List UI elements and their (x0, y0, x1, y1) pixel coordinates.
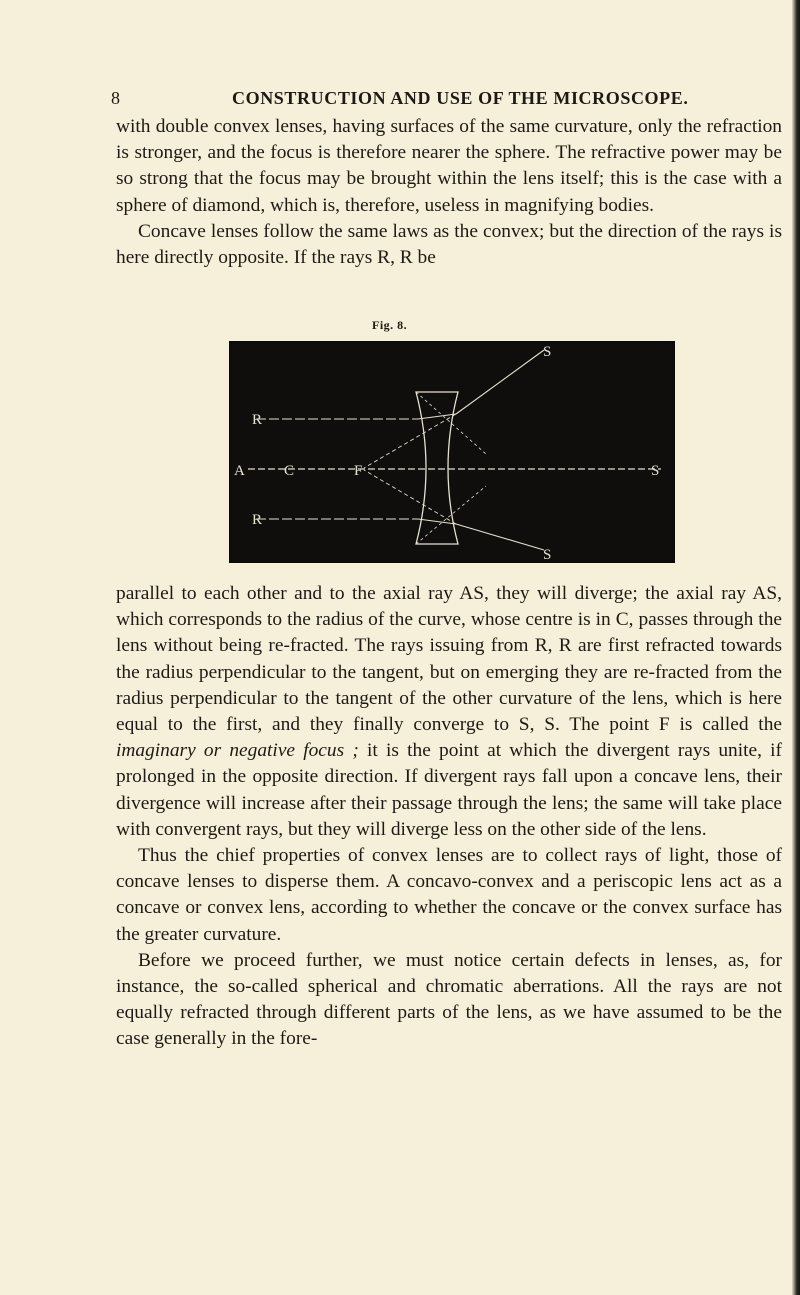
running-head: CONSTRUCTION AND USE OF THE MICROSCOPE. (232, 88, 689, 108)
paragraph: Thus the chief properties of convex lenses are to collect rays of light, those of concave lenses to disperse them. A concavo-convex and a periscopic lens act as a concave or convex lens, according to whether the concave or the convex surface has the greater curvature. (116, 845, 782, 945)
italic-term: imaginary or negative focus ; (116, 740, 359, 762)
label-s-top: S (543, 344, 552, 360)
paragraph: with double convex lenses, having surfaces of the same curvature, only the refraction is stronger, and the focus is therefore nearer the sphere. The refractive power may be so strong that the focus may be brought within the lens itself; this is the case with a sphere of diamond, which is, therefore, useless in magnifying bodies. (116, 116, 782, 216)
label-r-top: R (252, 412, 263, 428)
body-text-top (116, 114, 782, 271)
label-c: C (284, 463, 295, 479)
diagram-svg (226, 336, 682, 570)
figure-caption: Fig. 8. (372, 318, 408, 332)
text-run: parallel to each other and to the axial ray AS, they will diverge; the axial ray AS, which corresponds to the radius of the curve, whose centre is in C, passes through the lens without being re-fracted. The rays issuing from R, R are first refracted towards the radius perpendicular to the tangent, but on emerging they are re-fracted from the radius perpendicular to the tangent of the other curvature of the lens, which is here equal to the first, and they finally converge to S, S. The point F is called the (116, 583, 782, 736)
paragraph: Concave lenses follow the same laws as the convex; but the direction of the rays is here directly opposite. If the rays R, R be (116, 220, 782, 269)
page-edge (792, 0, 800, 1295)
page-number: 8 (111, 88, 121, 108)
figure-8-concave-lens-diagram (226, 336, 682, 570)
paragraph: Before we proceed further, we must notice certain defects in lenses, as, for instance, the so-called spherical and chromatic aberrations. All the rays are not equally refracted through different parts of the lens, as we have assumed to be the case generally in the fore- (116, 949, 782, 1050)
label-s-bottom: S (543, 547, 552, 563)
label-a: A (234, 463, 245, 479)
label-r-bottom: R (252, 512, 263, 528)
paragraph (116, 581, 782, 843)
diagram-panel (230, 342, 674, 562)
body-text-bottom (116, 581, 782, 1053)
text-run: it is the point at which the divergent rays unite, if prolonged in the opposite direction. If divergent rays fall upon a concave lens, their divergence will increase after their passage through the lens; the same will take place with convergent rays, but they will diverge less on the other side of the lens. (116, 740, 782, 840)
label-s-right: S (651, 463, 660, 479)
label-f: F (354, 463, 363, 479)
